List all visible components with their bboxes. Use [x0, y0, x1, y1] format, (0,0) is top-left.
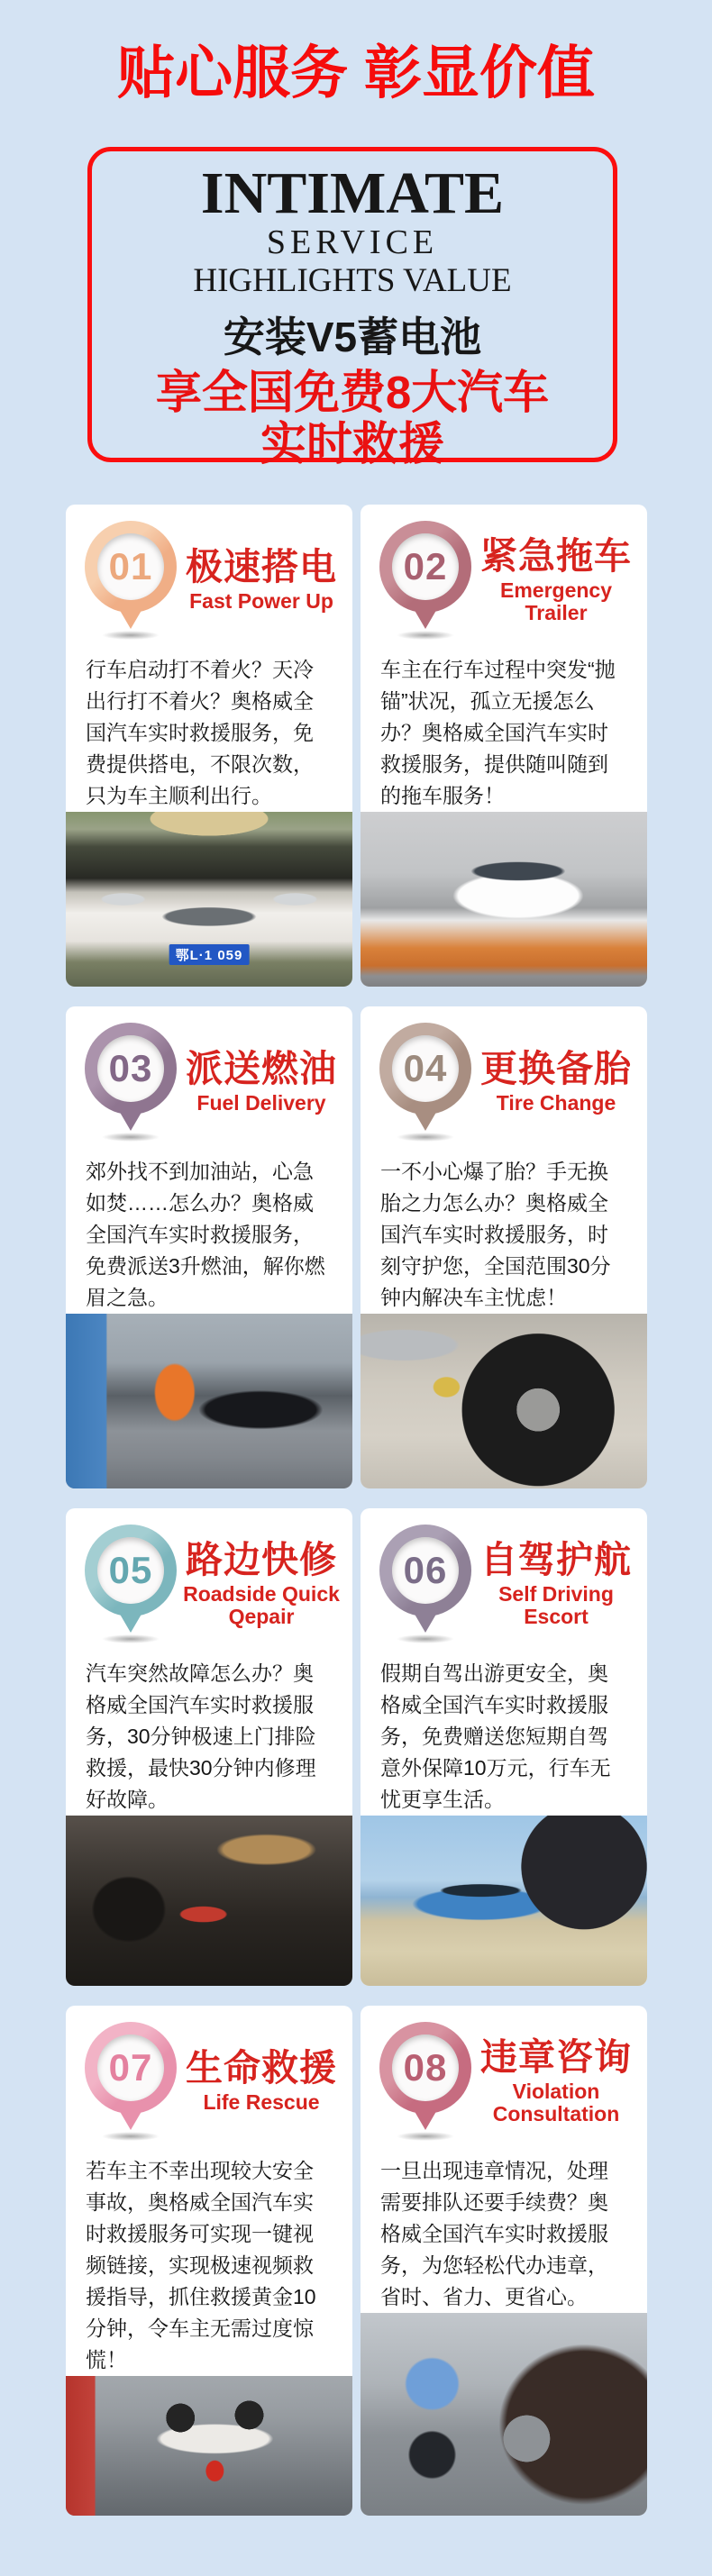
badge-number: 01 [97, 533, 164, 600]
pin-shadow [102, 1133, 160, 1142]
card-emergency-trailer [361, 505, 647, 987]
pin-shadow [102, 1634, 160, 1643]
hero-service: SERVICE [266, 223, 439, 262]
pin-badge-icon [80, 521, 181, 640]
hero-box [87, 147, 617, 469]
pin-circle [379, 1525, 471, 1616]
pin-circle [379, 2022, 471, 2114]
card-title: 派送燃油 [186, 1048, 337, 1090]
pin-circle [379, 1023, 471, 1115]
card-header [80, 1023, 345, 1142]
card-heading [181, 1540, 345, 1629]
traffic-police-consultation-photo [361, 2313, 647, 2516]
pin-badge-icon [80, 1525, 181, 1643]
card-title: 路边快修 [186, 1538, 337, 1580]
pin-tail [413, 1611, 438, 1633]
card-heading [181, 1049, 345, 1115]
pin-badge-icon [80, 1023, 181, 1142]
hero-intimate: INTIMATE [200, 160, 505, 226]
card-violation-consultation [361, 2006, 647, 2516]
hero-free-rescue-line1: 享全国免费8大汽车 [155, 366, 550, 418]
card-heading [476, 2037, 640, 2126]
card-heading [476, 1540, 640, 1629]
card-self-driving-escort [361, 1508, 647, 1986]
card-subtitle: Roadside Quick Qepair [183, 1581, 340, 1629]
card-description: 汽车突然故障怎么办？奥格威全国汽车实时救援服务，30分钟极速上门排险救援，最快30分钟内修理好故障。 [86, 1661, 316, 1811]
pin-circle [85, 1525, 177, 1616]
card-header [80, 521, 345, 640]
card-description: 郊外找不到加油站，心急如焚……怎么办？奥格威全国汽车实时救援服务，免费派送3升燃油，解你燃眉之急。 [86, 1160, 325, 1309]
badge-number: 02 [392, 533, 459, 600]
card-description: 行车启动打不着火？天冷出行打不着火？奥格威全国汽车实时救援服务，免费提供搭电，不限次数，只为车主顺利出行。 [86, 658, 314, 807]
pin-tail [118, 1611, 143, 1633]
card-title: 违章咨询 [480, 2035, 632, 2078]
pin-badge-icon [375, 521, 476, 640]
hero-highlights-value: HIGHLIGHTS VALUE [193, 262, 512, 300]
pin-shadow [397, 2132, 454, 2141]
pin-shadow [102, 631, 160, 640]
mechanic-engine-repair-photo [66, 1816, 352, 1986]
badge-number: 03 [97, 1035, 164, 1102]
jump-start-open-hood-photo [66, 812, 352, 987]
card-header [375, 2022, 640, 2141]
pin-shadow [102, 2132, 160, 2141]
card-subtitle: Fast Power Up [189, 589, 333, 614]
pin-tail [118, 2108, 143, 2130]
badge-number: 06 [392, 1537, 459, 1604]
card-subtitle: Tire Change [496, 1091, 616, 1115]
card-description: 车主在行车过程中突发“抛锚”状况，孤立无援怎么办？奥格威全国汽车实时救援服务，提供随叫随到的拖车服务！ [380, 658, 616, 807]
pin-circle [85, 2022, 177, 2114]
hero-free-rescue-line2: 实时救援 [260, 417, 444, 469]
pin-circle [85, 521, 177, 613]
card-title: 紧急拖车 [480, 534, 632, 577]
pin-tail [413, 1109, 438, 1131]
card-fuel-delivery [66, 1006, 352, 1488]
card-subtitle: Fuel Delivery [196, 1091, 326, 1115]
pin-badge-icon [375, 1023, 476, 1142]
card-title: 生命救援 [186, 2047, 337, 2089]
card-description: 假期自驾出游更安全，奥格威全国汽车实时救援服务，免费赠送您短期自驾意外保障10万元，行车无忧更享生活。 [380, 1661, 611, 1811]
worker-refueling-sports-car-photo [66, 1314, 352, 1488]
badge-number: 05 [97, 1537, 164, 1604]
pin-shadow [397, 1634, 454, 1643]
card-subtitle: Life Rescue [203, 2090, 320, 2115]
service-cards-grid [66, 505, 647, 2516]
card-fast-power-up [66, 505, 352, 987]
card-heading [181, 2048, 345, 2114]
pin-tail [413, 607, 438, 629]
card-description: 一旦出现违章情况，处理需要排队还要手续费？奥格威全国汽车实时救援服务，为您轻松代办违章，省时、省力、更省心。 [380, 2159, 608, 2308]
card-title: 更换备胎 [480, 1048, 632, 1090]
hero-install-battery: 安装V5蓄电池 [223, 313, 482, 360]
card-description: 一不小心爆了胎？手无换胎之力怎么办？奥格威全国汽车实时救援服务，时刻守护您，全国范围30分钟内解决车主忧虑！ [380, 1160, 611, 1309]
pin-tail [413, 2108, 438, 2130]
page-title: 贴心服务 彰显价值 [117, 41, 595, 105]
pin-shadow [397, 1133, 454, 1142]
pin-badge-icon [375, 2022, 476, 2141]
badge-number: 08 [392, 2034, 459, 2101]
card-life-rescue [66, 2006, 352, 2516]
card-roadside-quick-repair [66, 1508, 352, 1986]
pin-circle [379, 521, 471, 613]
badge-number: 04 [392, 1035, 459, 1102]
card-heading [476, 1049, 640, 1115]
card-subtitle: Self Driving Escort [498, 1581, 614, 1629]
pin-tail [118, 1109, 143, 1131]
pin-tail [118, 607, 143, 629]
pin-circle [85, 1023, 177, 1115]
card-tire-change [361, 1006, 647, 1488]
pin-shadow [397, 631, 454, 640]
card-header [375, 521, 640, 640]
card-subtitle: Violation Consultation [492, 2079, 620, 2126]
pin-badge-icon [375, 1525, 476, 1643]
overturned-car-rescue-photo [66, 2376, 352, 2516]
card-subtitle: Emergency Trailer [499, 578, 612, 625]
card-title: 极速搭电 [186, 546, 337, 588]
card-description: 若车主不幸出现较大安全事故，奥格威全国汽车实时救援服务可实现一键视频链接，实现极速视频救援指导，抓住救援黄金10分钟，令车主无需过度惊慌！ [86, 2159, 316, 2371]
card-heading [476, 536, 640, 625]
spare-tire-and-tools-photo [361, 1314, 647, 1488]
blue-car-with-umbrella-photo [361, 1816, 647, 1986]
license-plate: 鄂L·1 059 [169, 944, 250, 965]
card-heading [181, 547, 345, 613]
card-header [375, 1525, 640, 1643]
badge-number: 07 [97, 2034, 164, 2101]
card-title: 自驾护航 [480, 1538, 632, 1580]
card-header [80, 1525, 345, 1643]
card-header [80, 2022, 345, 2141]
pin-badge-icon [80, 2022, 181, 2141]
card-header [375, 1023, 640, 1142]
suv-on-flatbed-tow-truck-photo [361, 812, 647, 987]
